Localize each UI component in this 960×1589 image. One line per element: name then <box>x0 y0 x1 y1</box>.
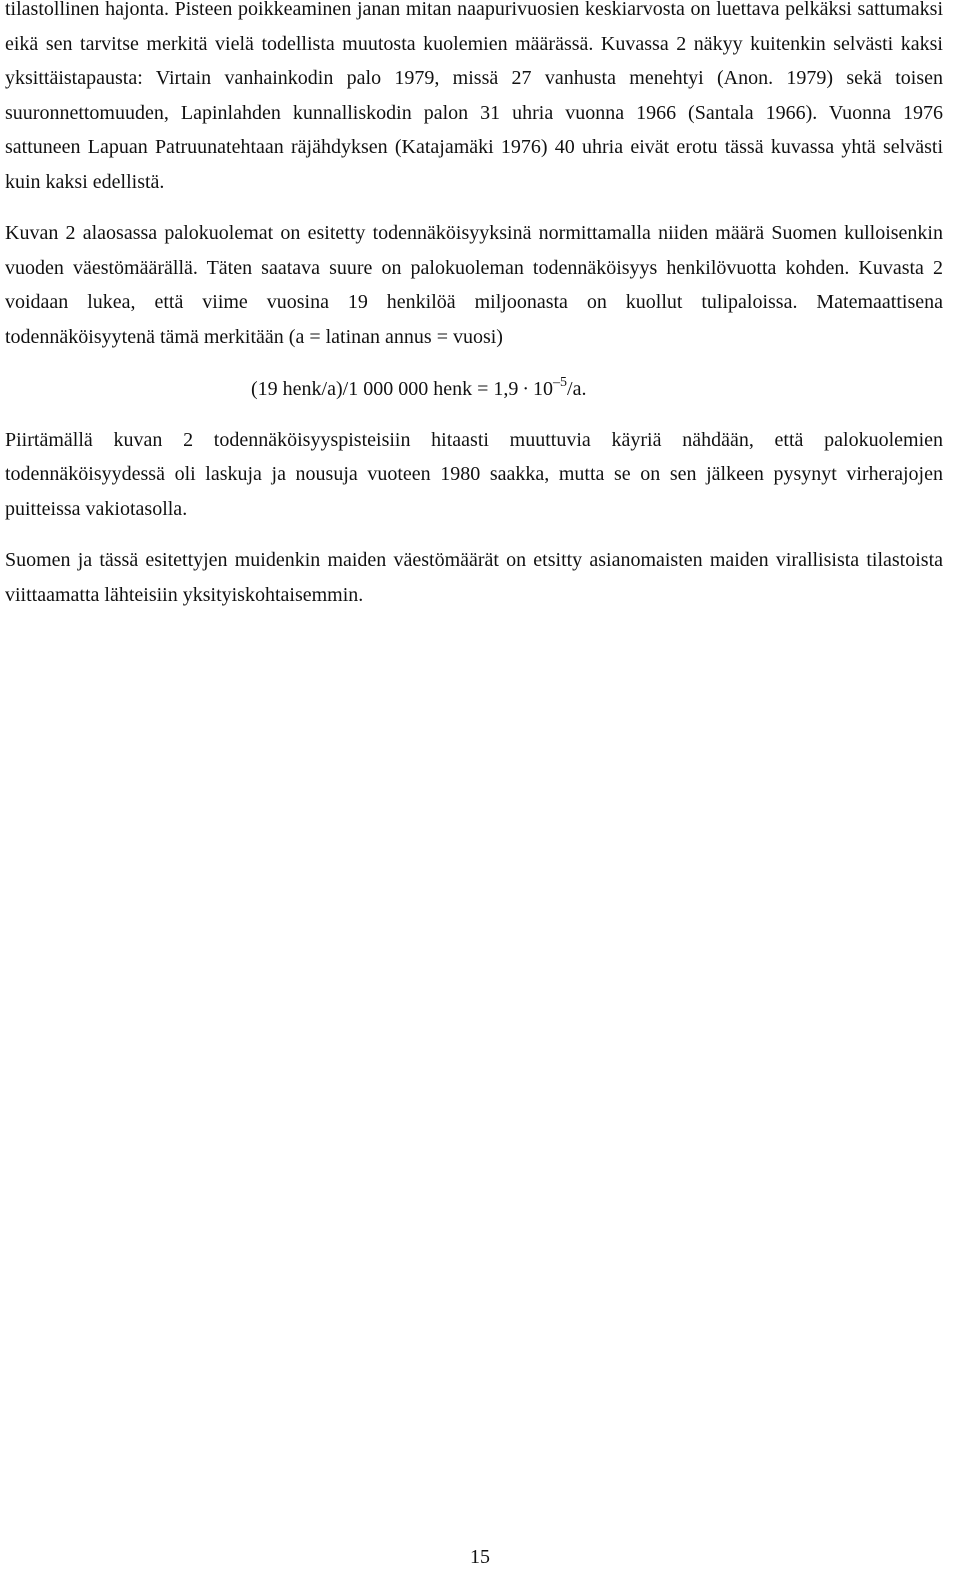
page-number: 15 <box>470 1546 490 1568</box>
formula-base: 10 <box>533 378 554 400</box>
paragraph-trend-curves: Piirtämällä kuvan 2 todennäköisyyspisteisiin hitaasti muuttuvia käyriä nähdään, että palokuolemien todennäköisyydessä oli laskuja ja nousuja vuoteen 1980 saakka, mutta se on sen jälkeen pysynyt virherajojen puitteissa vakiotasolla. <box>5 428 943 520</box>
probability-formula <box>5 372 943 407</box>
paragraph-fire-deaths-variation: tilastollinen hajonta. Pisteen poikkeaminen janan mitan naapurivuosien keskiarvosta on luettava pelkäksi sattumaksi eikä sen tarvitse merkitä vielä todellista muutosta kuolemien määrässä. Kuvassa 2 näkyy kuitenkin selvästi kaksi yksittäistapausta: Virtain vanhainkodin palo 1979, missä 27 vanhusta menehtyi (Anon. 1979) sekä toisen suuronnettomuuden, Lapinlahden kunnalliskodin palon 31 uhria vuonna 1966 (Santala 1966). Vuonna 1976 sattuneen Lapuan Patruunatehtaan räjähdyksen (Katajamäki 1976) 40 uhria eivät erotu tässä kuvassa yhtä selvästi kuin kaksi edellistä. <box>5 0 943 193</box>
formula-unit: /a. <box>567 378 587 400</box>
document-page <box>5 0 943 612</box>
paragraph-population-sources: Suomen ja tässä esitettyjen muidenkin maiden väestömäärät on etsitty asianomaisten maiden virallisista tilastoista viittaamatta lähteisiin yksityiskohtaisemmin. <box>5 549 943 606</box>
formula-multiplication-dot: · <box>522 378 530 400</box>
paragraph-probability-normalization: Kuvan 2 alaosassa palokuolemat on esitetty todennäköisyyksinä normittamalla niiden määrä Suomen kulloisenkin vuoden väestömäärällä. Täten saatava suure on palokuoleman todennäköisyys henkilövuotta kohden. Kuvasta 2 voidaan lukea, että viime vuosina 19 henkilöä miljoonasta on kuollut tulipaloissa. Matemaattisena todennäköisyytenä tämä merkitään (a = latinan annus = vuosi) <box>5 222 943 348</box>
formula-exponent: –5 <box>553 375 568 390</box>
formula-lhs: (19 henk/a)/1 000 000 henk = 1,9 <box>251 378 519 400</box>
